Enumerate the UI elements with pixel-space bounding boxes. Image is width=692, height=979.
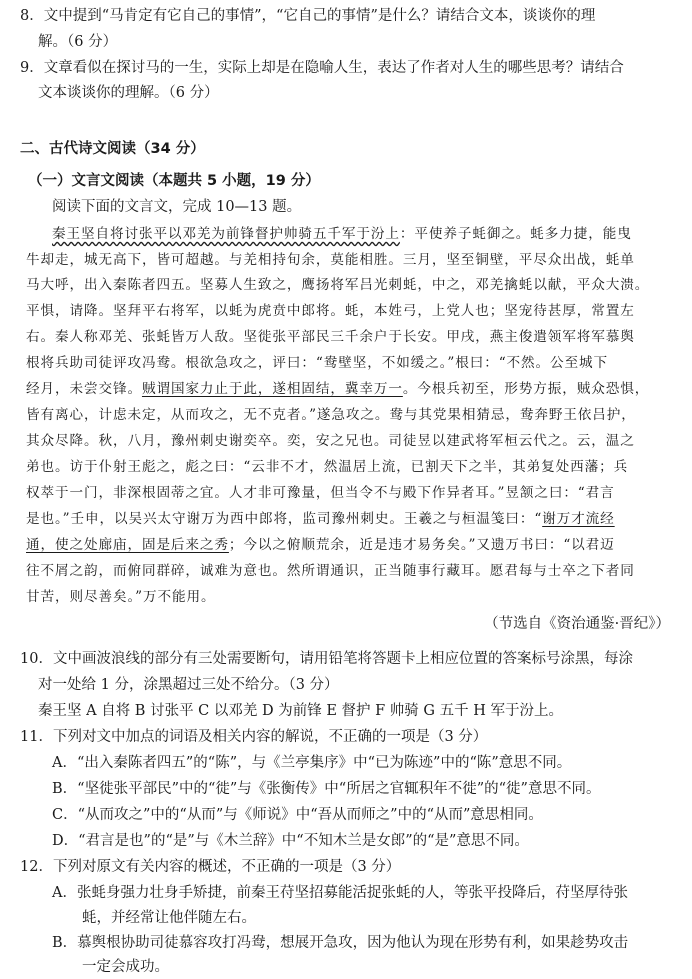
section-2-heading: 二、古代诗文阅读（34 分） [20,141,205,157]
passage-line-11: 权萃于一门，非深根固蒂之宜。人才非可豫量，但当令不与殿下作异者耳。”昱颔之曰：“君言 [26,485,615,501]
question-12-option-a-line-2: 蚝，并经常让他伴随左右。 [82,910,256,926]
question-11-stem: 11．下列对文中加点的词语及相关内容的解说，不正确的一项是（3 分） [20,729,488,745]
question-11-option-c: C．“从而攻之”中的“从而”与《师说》中“吾从而师之”中的“从而”意思相同。 [52,807,543,823]
underlined-sentence-2-part-1: 谢万才流经 [542,511,615,527]
reading-instruction: 阅读下面的文言文，完成 10—13 题。 [52,199,302,215]
passage-line-7: 经月，未尝交锋。贼谓国家力止于此，遂相固结，冀幸万一。今根兵初至，形势方振，贼众恐惧， [26,381,650,397]
question-9-line-1: 9．文章看似在探讨马的一生，实际上却是在隐喻人生，表达了作者对人生的哪些思考？请结合 [20,60,624,76]
question-8-line-1: 8．文中提到“马肯定有它自己的事情”，“它自己的事情”是什么？请结合文本，谈谈你的理 [20,8,596,24]
passage-line-12: 是也。”壬申，以吴兴太守谢万为西中郎将，监司豫州刺史。王羲之与桓温笺曰：“谢万才流经 [26,511,615,527]
question-8-line-2: 解。（6 分） [38,34,118,50]
passage-line-15: 甘苦，则尽善矣。”万不能用。 [26,589,216,605]
passage-line-4: 平惧，请降。坚拜平右将军，以蚝为虎贲中郎将。蚝，本姓弓，上党人也；坚宠待甚厚，常置左 [26,303,635,319]
question-10-line-2: 对一处给 1 分，涂黑超过三处不给分。（3 分） [38,677,339,693]
passage-source: （节选自《资治通鉴·晋纪》） [484,616,670,632]
question-12-option-a-line-1: A．张蚝身强力壮身手矫捷，前秦王苻坚招募能活捉张蚝的人，等张平投降后，苻坚厚待张 [52,885,628,901]
question-12-option-b-line-1: B．慕舆根协助司徒慕容攻打冯鸯，想展开急攻，因为他认为现在形势有利，如果趁势攻击 [52,935,629,951]
passage-line-9: 其众尽降。秋，八月，豫州刺史谢奕卒。奕，安之兄也。司徒昱以建武将军桓云代之。云，温之 [26,433,635,449]
question-11-option-b: B．“坚徙张平部民”中的“徙”与《张衡传》中“所居之官辄积年不徙”的“徙”意思不同。 [52,781,601,797]
passage-line-10: 弟也。访于仆射王彪之，彪之曰：“云非不才，然温居上流，已割天下之半，其弟复处西藩；兵 [26,459,629,475]
question-12-stem: 12．下列对原文有关内容的概述，不正确的一项是（3 分） [20,859,401,875]
wavy-underlined-passage: 秦王坚自将讨张平以邓羌为前锋督护帅骑五千军于汾上 [52,226,400,242]
question-10-line-1: 10．文中画波浪线的部分有三处需要断句，请用铅笔将答题卡上相应位置的答案标号涂黑，每涂 [20,651,633,667]
passage-line-6: 根将兵助司徒评攻冯鸯。根欲急攻之，评曰：“鸯壁坚，不如缓之。”根曰：“不然。公至城下 [26,355,609,371]
question-12-option-b-line-2: 一定会成功。 [82,959,169,975]
underlined-sentence-2-part-2: 通，使之处廊庙，固是后来之秀 [26,537,229,553]
passage-line-8: 皆有离心，计虑未定，从而攻之，无不克者。”遂急攻之。鸯与其党果相猜忌，鸯奔野王依吕护， [26,407,636,423]
underlined-sentence-1: 贼谓国家力止于此，遂相固结，冀幸万一 [141,381,403,397]
passage-line-2: 牛却走，城无高下，皆可超越。与羌相持旬余，莫能相胜。三月，坚至铜壁，平尽众出战，蚝单 [26,252,635,268]
passage-line-1: 秦王坚自将讨张平以邓羌为前锋督护帅骑五千军于汾上：平使养子蚝御之。蚝多力捷，能曳 [52,226,632,242]
question-11-option-a: A．“出入秦陈者四五”的“陈”，与《兰亭集序》中“已为陈迹”中的“陈”意思不同。 [52,755,572,771]
question-11-option-d: D．“君言是也”的“是”与《木兰辞》中“不知木兰是女郎”的“是”意思不同。 [52,833,529,849]
question-9-line-2: 文本谈谈你的理解。（6 分） [38,85,219,101]
passage-line-5: 右。秦人称邓羌、张蚝皆万人敌。坚徙张平部民三千余户于长安。甲戌，燕主俊遣领军将军慕舆 [26,329,635,345]
passage-line-3: 马大呼，出入秦陈者四五。坚募人生致之，鹰扬将军吕光刺蚝，中之，邓羌擒蚝以献，平众大溃。 [26,277,650,293]
passage-line-13: 通，使之处廊庙，固是后来之秀；今以之俯顺荒余，近是违才易务矣。”又遗万书曰：“以君迈 [26,537,615,553]
question-10-sentence: 秦王坚 A 自将 B 讨张平 C 以邓羌 D 为前锋 E 督护 F 帅骑 G 五千 H 军于汾上。 [38,703,563,719]
passage-line-14: 往不屑之韵，而俯同群碎，诚难为意也。然所谓通识，正当随事行藏耳。愿君每与士卒之下者同 [26,563,635,579]
subsection-1-heading: （一）文言文阅读（本题共 5 小题，19 分） [28,173,320,189]
